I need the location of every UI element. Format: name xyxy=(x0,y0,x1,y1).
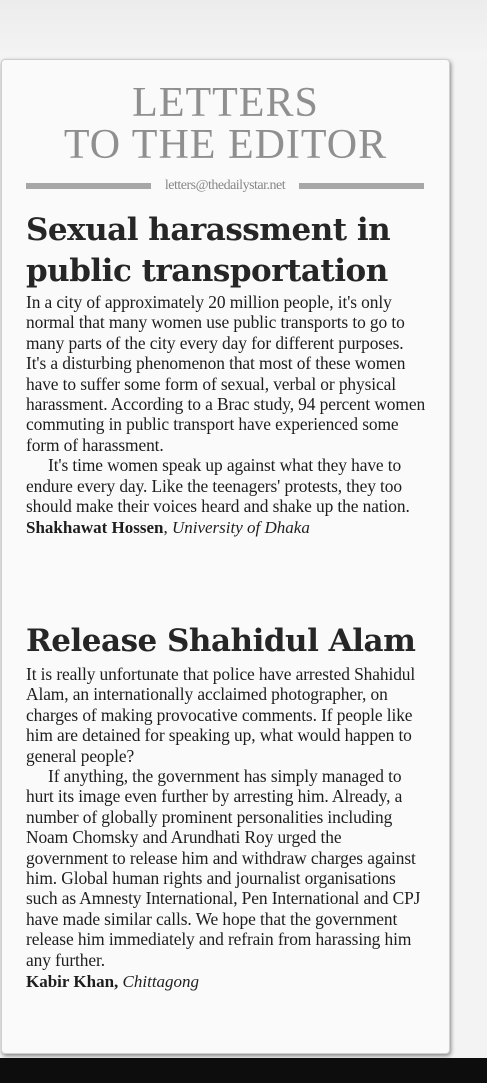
letter-body xyxy=(26,664,426,970)
headline-line: Sexual harassment in xyxy=(26,212,391,248)
top-margin xyxy=(0,0,487,58)
paragraph: It is really unfortunate that police have arrested Shahidul Alam, an internationally acclaimed photographer, on charges of making provocative comments. If people like him are detained for speaking up, what would happen to general people? xyxy=(26,664,416,766)
author-name: Kabir Khan, xyxy=(26,972,119,992)
headline-line: public transportation xyxy=(26,253,388,289)
email-row xyxy=(26,178,424,194)
section-masthead xyxy=(2,82,449,166)
author-affiliation: University of Dhaka xyxy=(171,518,310,538)
signoff-separator: , xyxy=(163,518,172,538)
masthead-line-2: TO THE EDITOR xyxy=(63,122,388,168)
letter-2 xyxy=(26,618,426,992)
bottom-bar xyxy=(0,1058,487,1083)
left-rule xyxy=(26,183,151,189)
author-affiliation: Chittagong xyxy=(122,972,200,992)
letter-headline xyxy=(26,618,426,664)
paragraph: It's time women speak up against what they have to endure every day. Like the teenagers' protests, they too should make their voices heard and shake up the nation. xyxy=(26,455,410,517)
letter-body xyxy=(26,292,426,516)
letter-headline xyxy=(26,210,426,292)
editor-email: letters@thedailystar.net xyxy=(164,178,286,193)
paragraph: In a city of approximately 20 million people, it's only normal that many women use public transports to go to many parts of the city every day for different purposes. It's a disturbing phenomenon that most of these women have to suffer some form of sexual, verbal or physical harassment. According to a Brac study, 94 percent women commuting in public transport have experienced some form of harassment. xyxy=(26,292,426,455)
author-name: Shakhawat Hossen xyxy=(26,518,164,538)
letter-signoff xyxy=(26,517,426,538)
headline-line: Release Shahidul Alam xyxy=(26,623,416,659)
letter-1 xyxy=(26,210,426,538)
letter-signoff xyxy=(26,971,426,992)
paragraph: If anything, the government has simply managed to hurt its image even further by arresting him. Already, a number of globally prominent personalities including Noam Chomsky and Arundhati Roy urged the government to release him and withdraw charges against him. Global human rights and journalist organisations such as Amnesty International, Pen International and CPJ have made similar calls. We hope that the government release him immediately and refrain from harassing him any further. xyxy=(26,766,421,970)
right-rule xyxy=(299,183,424,189)
letters-column xyxy=(1,59,450,1054)
masthead-line-1: LETTERS xyxy=(132,80,319,126)
